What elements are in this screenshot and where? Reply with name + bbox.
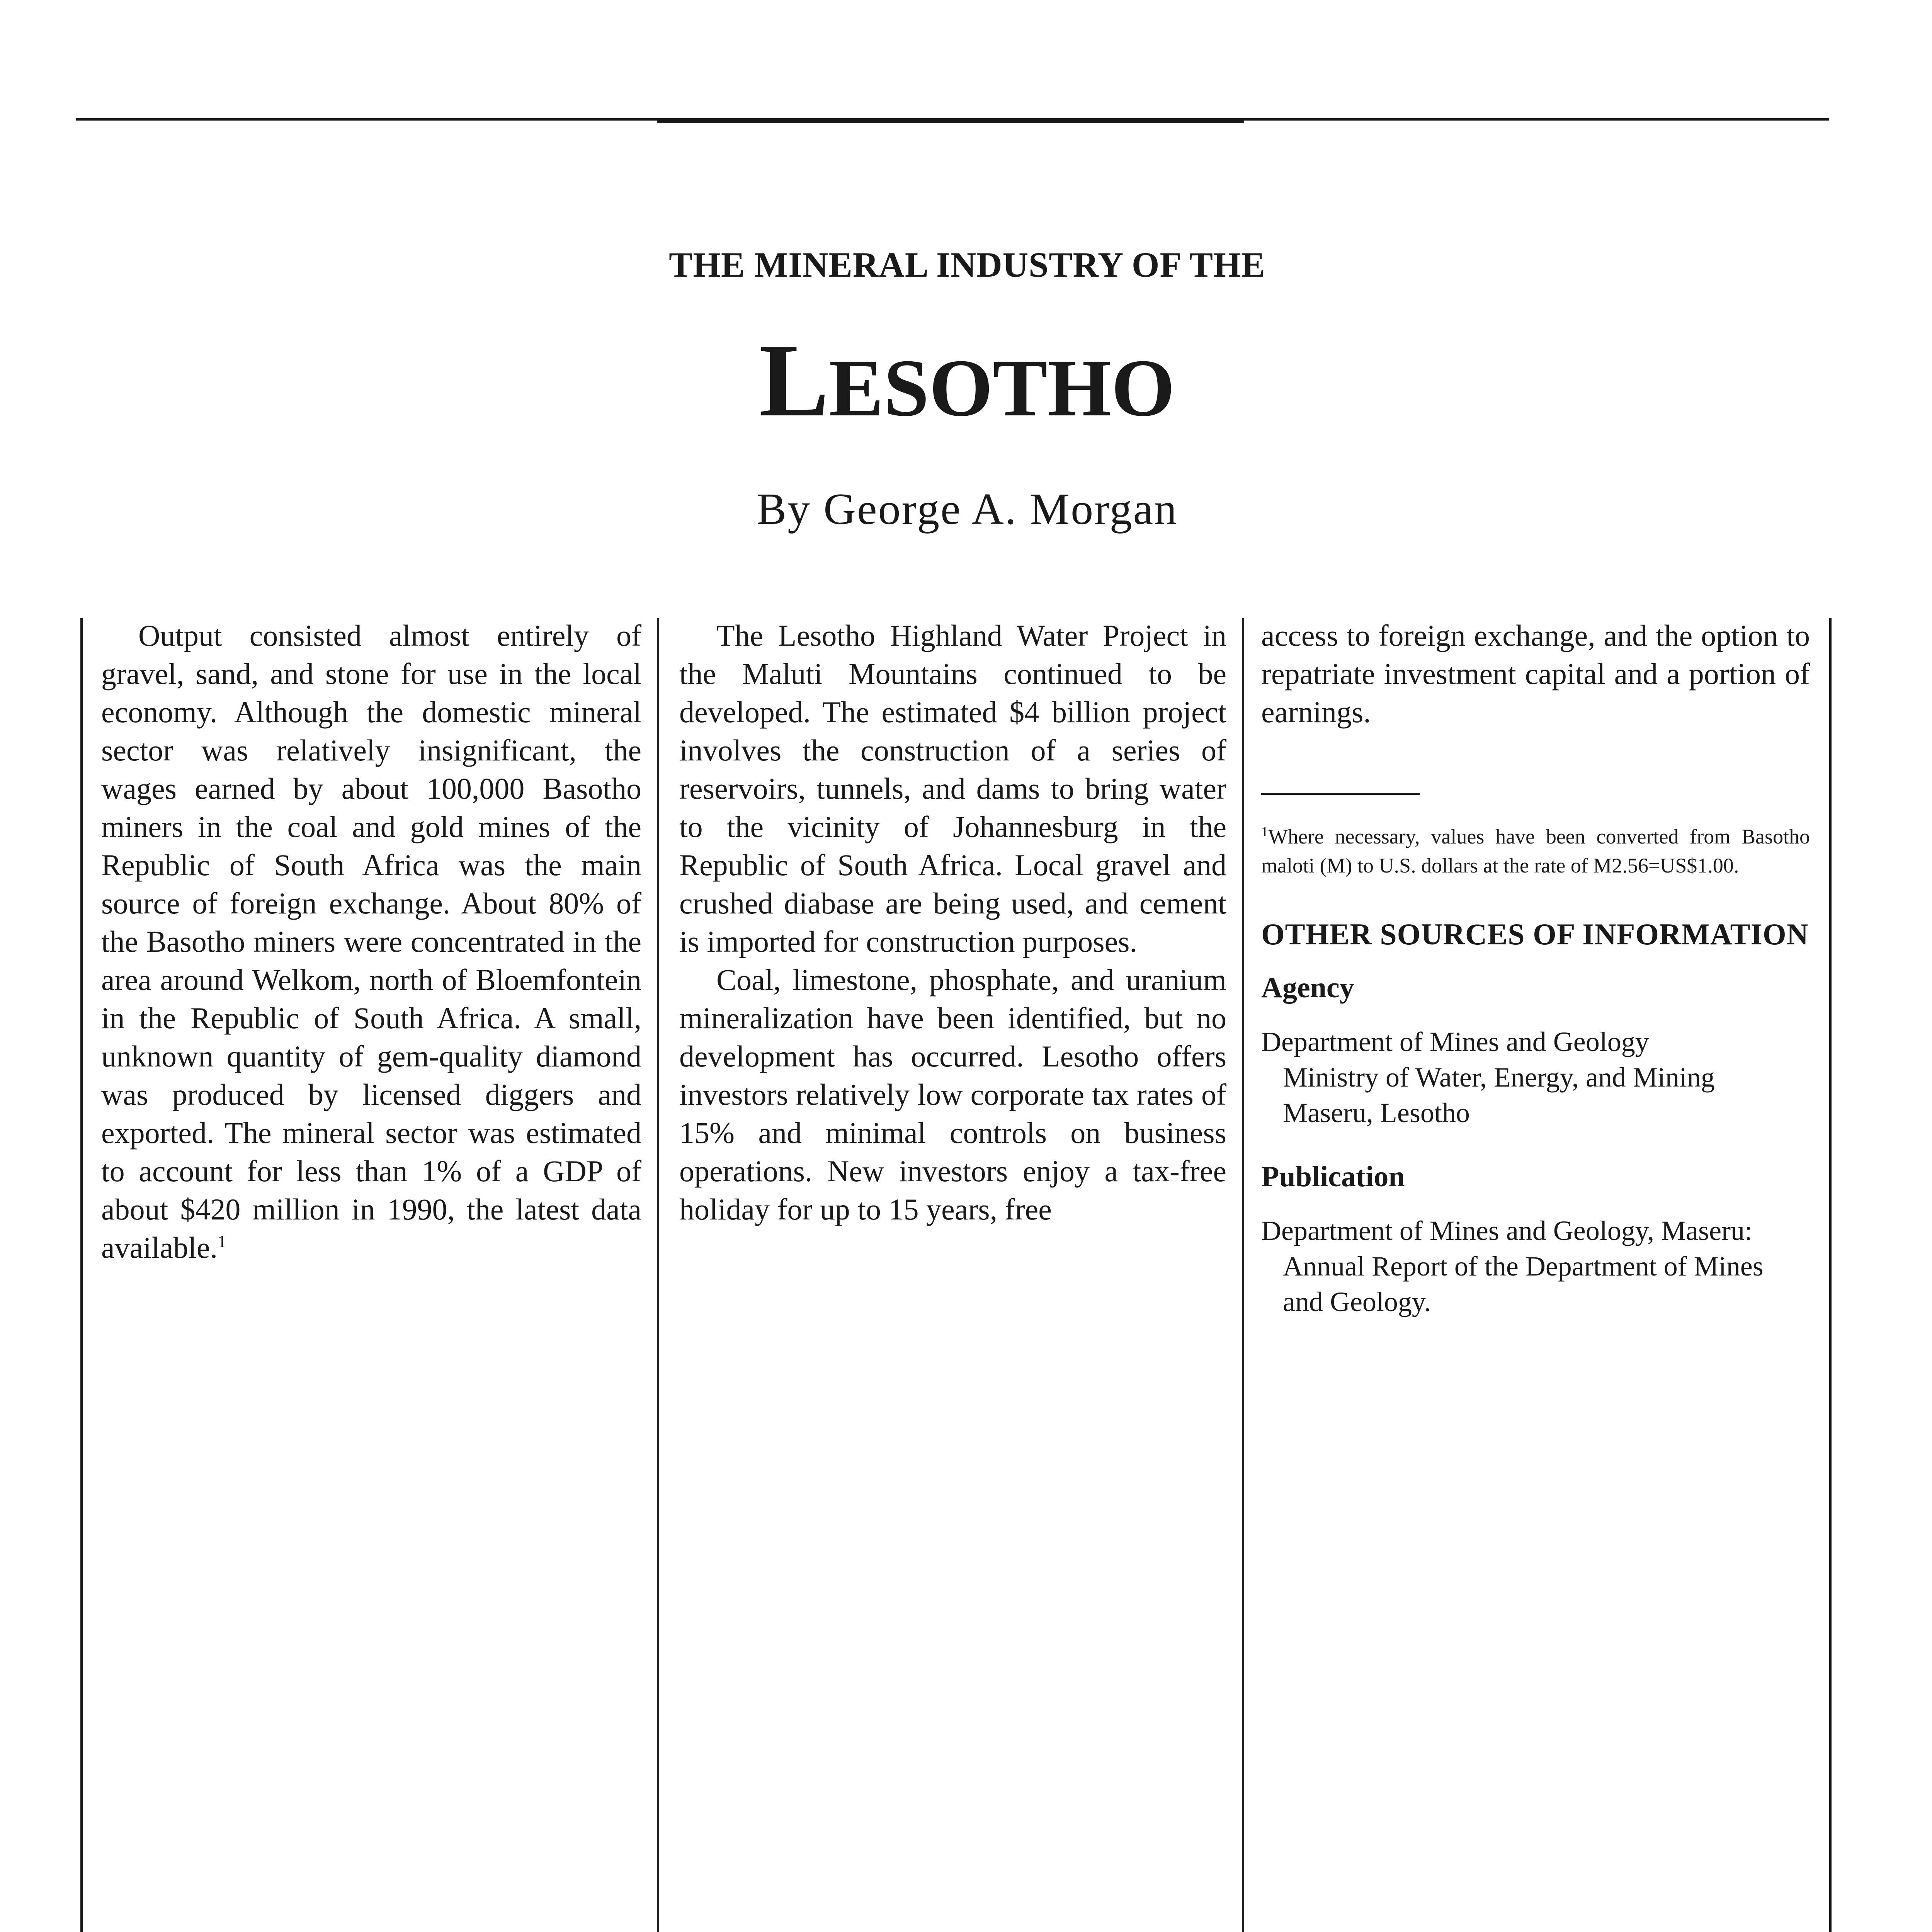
- footnote: [1261, 817, 1810, 880]
- footnote-rule: [1261, 793, 1420, 795]
- publication-entry: [1261, 1213, 1810, 1320]
- page-title: [0, 323, 1932, 438]
- column-rule-right: [1829, 618, 1832, 1932]
- column-rule-left: [80, 618, 83, 1932]
- column-2-paragraph-2: Coal, limestone, phosphate, and uranium mineralization have been identified, but no development has occurred. Lesotho offers investors relatively low corporate tax rates of 15% and minimal controls on business operations. New investors enjoy a tax-free holiday for up to 15 years, free: [679, 963, 1226, 1226]
- publication-line-2: Annual Report of the Department of Mines and Geology.: [1283, 1251, 1764, 1317]
- title-initial: L: [759, 323, 829, 438]
- column-1: [101, 616, 641, 1267]
- publication-heading: Publication: [1261, 1160, 1405, 1193]
- footnote-marker: 1: [1261, 824, 1268, 839]
- column-rule-middle-right: [1242, 618, 1244, 1932]
- title-rest: ESOTHO: [829, 342, 1175, 433]
- column-2: [679, 616, 1226, 1228]
- byline: By George A. Morgan: [756, 485, 1178, 534]
- column-3-paragraph: access to foreign exchange, and the option to repatriate investment capital and a portion of earnings.: [1261, 619, 1810, 729]
- agency-line-1: Department of Mines and Geology: [1261, 1026, 1649, 1057]
- agency-line-3: Maseru, Lesotho: [1283, 1097, 1470, 1128]
- publication-line-1: Department of Mines and Geology, Maseru:: [1261, 1215, 1753, 1246]
- top-rule-accent: [657, 118, 1244, 123]
- column-2-paragraph-1: The Lesotho Highland Water Project in the Maluti Mountains continued to be developed. The estimated $4 billion project involves the construction of a series of reservoirs, tunnels, and dams to bring water to the vicinity of Johannesburg in the Republic of South Africa. Local gravel and crushed diabase are being used, and cement is imported for construction purposes.: [679, 619, 1226, 958]
- agency-line-2: Ministry of Water, Energy, and Mining: [1283, 1062, 1715, 1093]
- column-rule-middle-left: [657, 618, 659, 1932]
- agency-heading: Agency: [1261, 971, 1354, 1004]
- chapter-kicker: THE MINERAL INDUSTRY OF THE: [669, 245, 1265, 284]
- column-1-paragraph: [101, 616, 641, 1267]
- column-3: [1261, 616, 1810, 1320]
- column-1-paragraph-text: Output consisted almost entirely of gravel, sand, and stone for use in the local economy. Although the domestic mineral sector was relatively insignificant, the wages earned by about 100,000 Basotho miners in the coal and gold mines of the Republic of South Africa was the main source of foreign exchange. About 80% of the Basotho miners were concentrated in the area around Welkom, north of Bloemfontein in the Republic of South Africa. A small, unknown quantity of gem-quality diamond was produced by licensed diggers and exported. The mineral sector was estimated to account for less than 1% of a GDP of about $420 million in 1990, the latest data available.: [101, 619, 641, 1264]
- footnote-text: Where necessary, values have been converted from Basotho maloti (M) to U.S. dollars at the rate of M2.56=US$1.00.: [1261, 825, 1810, 877]
- section-heading: OTHER SOURCES OF INFORMATION: [1261, 917, 1809, 951]
- agency-entry: [1261, 1024, 1810, 1131]
- footnote-reference[interactable]: 1: [218, 1231, 226, 1251]
